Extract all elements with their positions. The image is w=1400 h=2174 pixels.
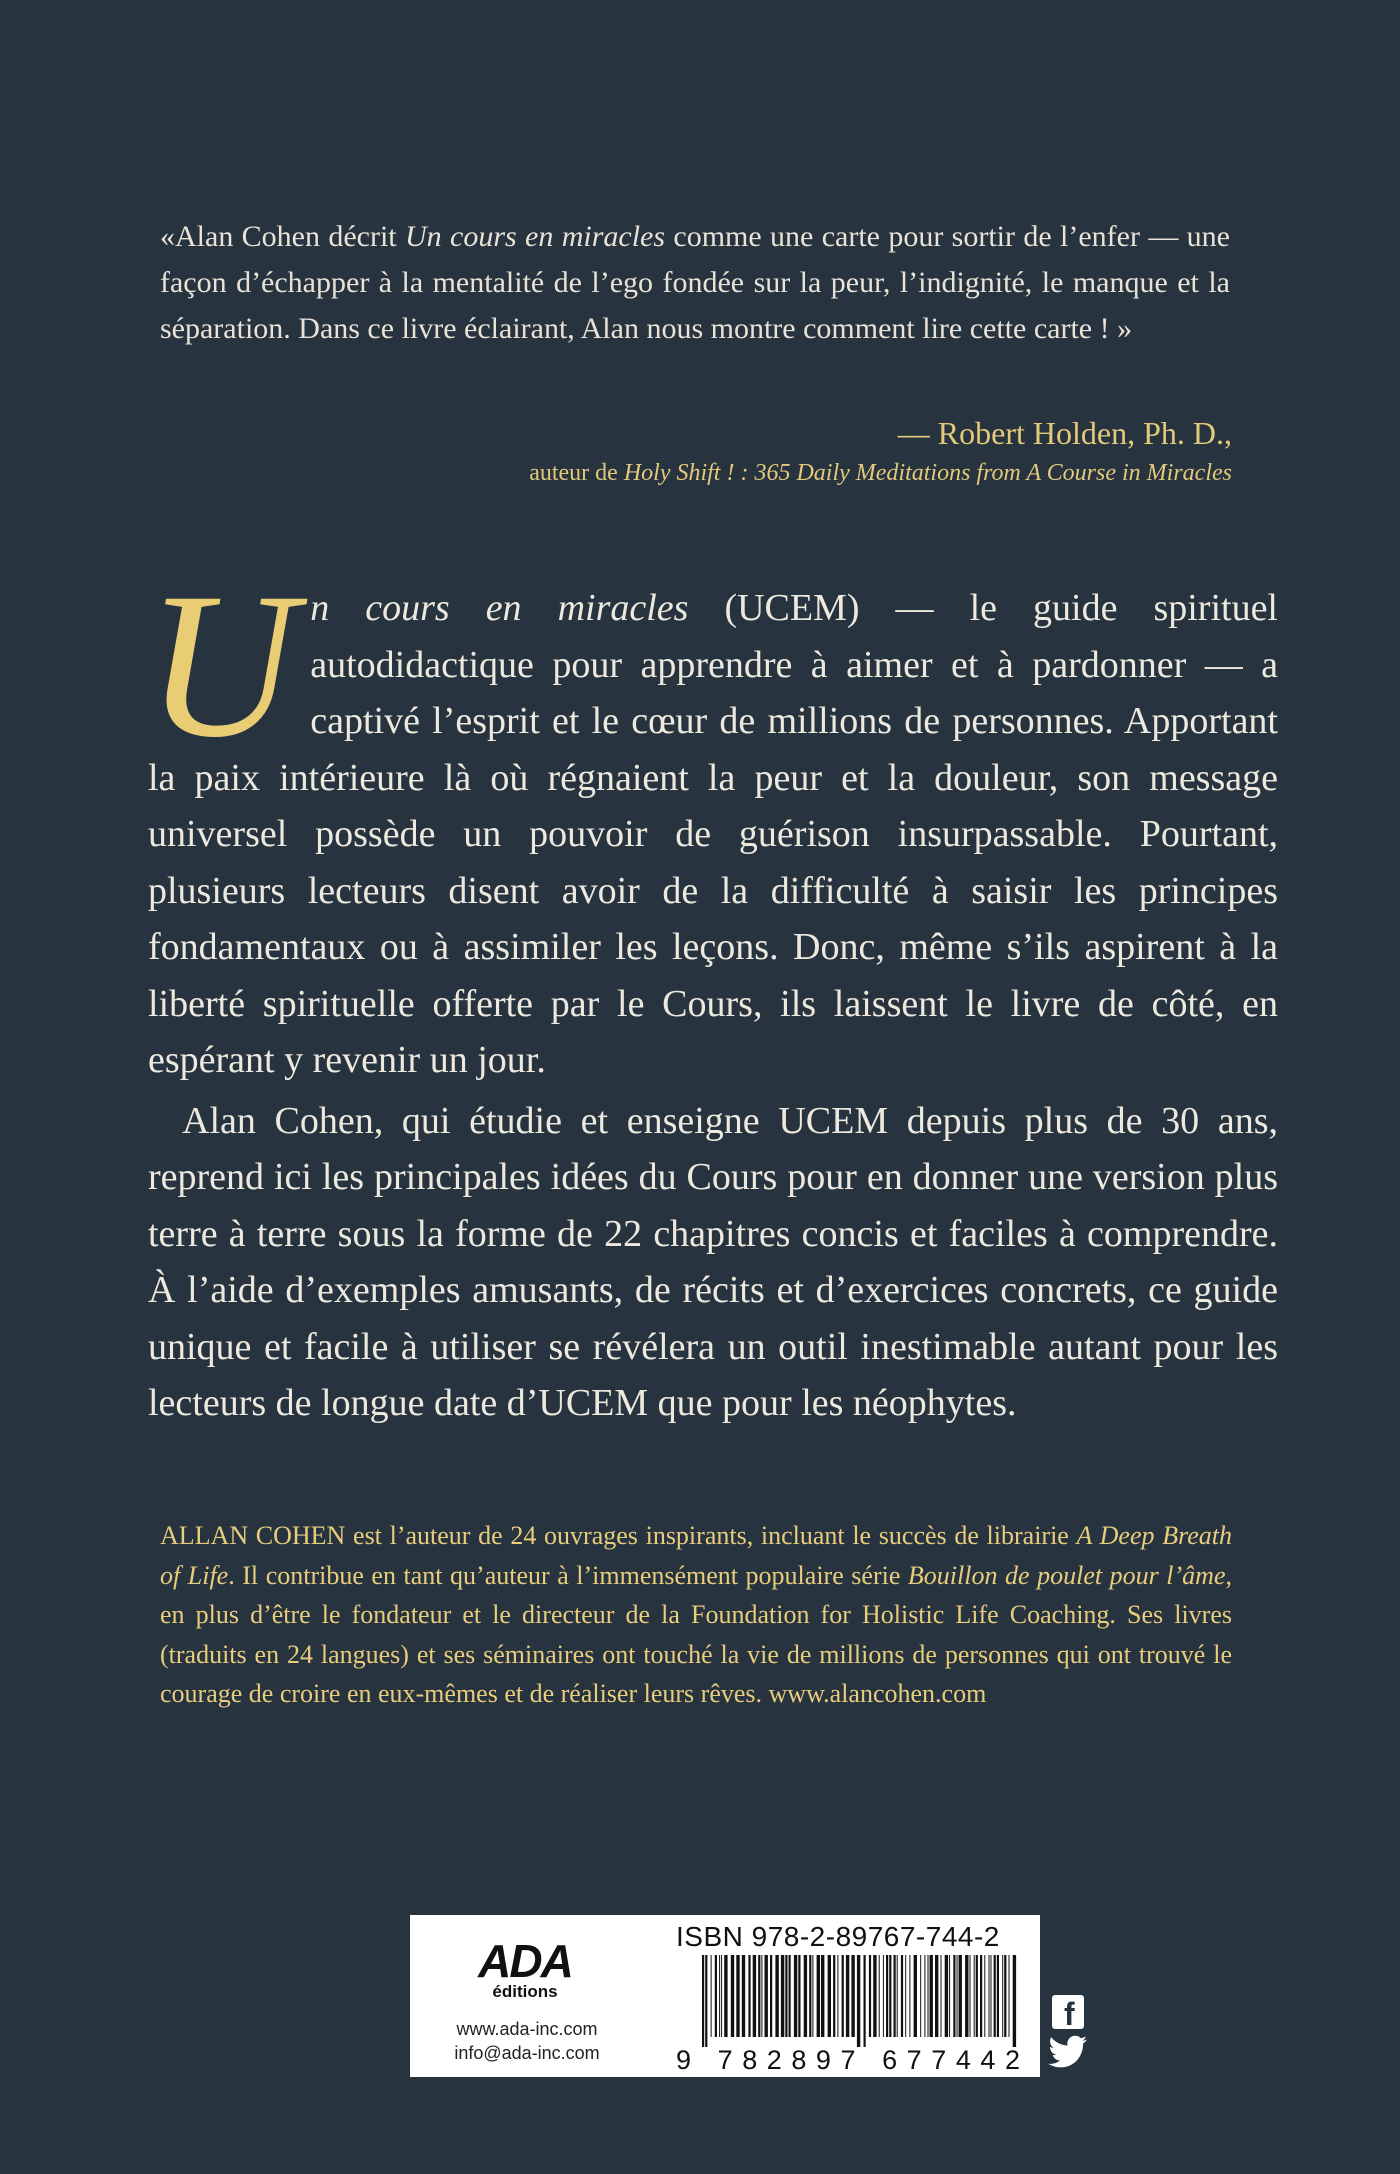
barcode-bar [775, 1955, 778, 2037]
barcode-bar [842, 1955, 844, 2037]
publisher-contact [452, 2017, 602, 2065]
publisher-barcode-panel [410, 1915, 1040, 2077]
barcode-bar [894, 1955, 896, 2037]
barcode-bar [731, 1955, 734, 2037]
barcode-bar [930, 1955, 933, 2037]
barcode-bar [785, 1955, 787, 2037]
barcode-bar [945, 1955, 948, 2037]
barcode-bar [974, 1955, 975, 2037]
barcode-bar [957, 1955, 958, 2037]
barcode-bar [989, 1955, 990, 2037]
barcode-bar [781, 1955, 784, 2037]
barcode-bar [869, 1955, 871, 2037]
barcode-bar [949, 1955, 950, 2037]
attribution-name: — Robert Holden, Ph. D., [897, 415, 1232, 451]
barcode-bar [1004, 1955, 1006, 2037]
barcode-bar [724, 1955, 727, 2037]
barcode-bar [715, 1955, 717, 2037]
attribution-book-title: Holy Shift ! : 365 Daily Meditations from A Course in Miracles [623, 460, 1232, 486]
barcode-bar [997, 1955, 999, 2037]
barcode-block [672, 1915, 1032, 2077]
barcode-bar [809, 1955, 811, 2037]
barcode-bar [765, 1955, 768, 2037]
barcode-bar [857, 1955, 860, 2047]
barcode-bar [711, 1955, 712, 2037]
barcode-bar [901, 1955, 903, 2037]
barcode-bar [736, 1955, 739, 2037]
barcode-bar [1013, 1955, 1016, 2047]
barcode-bar [864, 1955, 866, 2047]
barcode-bar [905, 1955, 906, 2037]
barcode-bar [920, 1955, 921, 2037]
attribution-work: auteur de Holy Shift ! : 365 Daily Meditations from A Course in Miracles [529, 460, 1232, 486]
barcode-bar [748, 1955, 750, 2037]
barcode-bar [994, 1955, 996, 2037]
barcode-bar [953, 1955, 955, 2037]
barcode-bar [935, 1955, 938, 2037]
barcode [676, 1955, 1028, 2073]
barcode-bar [914, 1955, 917, 2037]
isbn-label: ISBN 978-2-89767-744-2 [676, 1921, 1000, 1952]
twitter-icon[interactable] [1048, 2035, 1088, 2069]
barcode-bar [970, 1955, 971, 2037]
author-bio: ALLAN COHEN est l’auteur de 24 ouvrages inspirants, incluant le succès de librairie A Deep Breath of Life. Il contribue en tant qu’auteur à l’immensément populaire série Bouillon de poulet pour l’âme, en plus d’être le fondateur et le directeur de la Foundation for Holistic Life Coaching. Ses livres (traduits en 24 langues) et ses séminaires ont touché la vie de millions de personnes qui ont trouvé le courage de croire en eux-mêmes et de réaliser leurs rêves. www.alancohen.com [160, 1521, 1232, 1708]
barcode-bar [909, 1955, 910, 2037]
drop-cap: U [146, 550, 297, 780]
publisher-logo: ADA éditions [478, 1935, 572, 2001]
quote-text-rest: comme une carte pour sortir de l’enfer — une façon d’échapper à la mentalité de l’ego fondée sur la peur, l’indignité, le manque et la séparation. Dans ce livre éclairant, Alan nous montre comment lire cette carte ! » [160, 220, 1230, 345]
barcode-bar [837, 1955, 838, 2037]
barcode-bar [879, 1955, 880, 2037]
barcode-bar [833, 1955, 835, 2037]
description-book-title: n cours en miracles [310, 587, 689, 629]
barcode-bar [804, 1955, 807, 2037]
barcode-bar [789, 1955, 791, 2037]
barcode-bar [883, 1955, 884, 2037]
barcode-bar [941, 1955, 942, 2037]
social-icons [1046, 1995, 1090, 2074]
barcode-bar [965, 1955, 968, 2037]
book-description [146, 550, 1278, 1432]
barcode-bar [702, 1955, 704, 2047]
barcode-bar [1002, 1955, 1003, 2037]
barcode-bar [761, 1955, 762, 2037]
barcode-bar [770, 1955, 772, 2037]
publisher-email[interactable]: info@ada-inc.com [454, 2043, 600, 2063]
barcode-bar [721, 1955, 722, 2037]
description-paragraph-2: Alan Cohen, qui étudie et enseigne UCEM depuis plus de 30 ans, reprend ici les principales idées du Cours pour en donner une version plus terre à terre sous la forme de 22 chapitres concis et faciles à comprendre. À l’aide d’exemples amusants, de récits et d’exercices concrets, ce guide unique et facile à utiliser se révélera un outil inestimable autant pour les lecteurs de longue date d’UCEM que pour les néophytes. [148, 1099, 1278, 1424]
publisher-website[interactable]: www.ada-inc.com [456, 2019, 598, 2039]
quote-attribution [529, 410, 1232, 490]
barcode-bar [719, 1955, 720, 2037]
quote-text: «Alan Cohen décrit [160, 220, 405, 253]
quote-book-title: Un cours en miracles [405, 220, 666, 253]
barcode-bar [959, 1955, 962, 2037]
barcode-bar [817, 1955, 820, 2037]
endorsement-quote [160, 214, 1230, 352]
barcode-bar [1009, 1955, 1010, 2037]
barcode-bar [976, 1955, 978, 2037]
barcode-bar [928, 1955, 929, 2037]
barcode-bar [889, 1955, 891, 2037]
bio-series-title: Bouillon de poulet pour l’âme [907, 1560, 1226, 1590]
barcode-bar [873, 1955, 876, 2037]
barcode-bar [798, 1955, 800, 2037]
barcode-bar [897, 1955, 898, 2037]
barcode-bar [742, 1955, 745, 2037]
barcode-bar [812, 1955, 813, 2037]
barcode-digits: 9 782897 677442 [676, 2045, 1020, 2073]
barcode-bar [794, 1955, 797, 2037]
barcode-bar [924, 1955, 925, 2037]
bio-book-title: A Deep Breath of Life [160, 1521, 1232, 1590]
barcode-bar [758, 1955, 760, 2037]
barcode-bar [984, 1955, 985, 2037]
barcode-bar [980, 1955, 982, 2037]
barcode-bar [828, 1955, 831, 2037]
barcode-bar [821, 1955, 824, 2037]
description-paragraph-1: Un cours en miracles (UCEM) — le guide spirituel autodidactique pour apprendre à aimer et à pardonner — a captivé l’esprit et le cœur de millions de personnes. Apportant la paix intérieure là où régnaient la peur et la douleur, son message universel possède un pouvoir de guérison insurpassable. Pourtant, plusieurs lecteurs disent avoir de la difficulté à saisir les principes fondamentaux ou à assimiler les leçons. Donc, même s’ils aspirent à la liberté spirituelle offerte par le Cours, ils laissent le livre de côté, en espérant y revenir un jour. [146, 550, 1278, 1081]
barcode-bar [846, 1955, 849, 2037]
barcode-bar [991, 1955, 992, 2037]
barcode-bar [705, 1955, 707, 2047]
facebook-icon[interactable]: f [1052, 1995, 1084, 2029]
barcode-bar [753, 1955, 756, 2037]
barcode-bar [886, 1955, 888, 2037]
barcode-bar [851, 1955, 854, 2037]
